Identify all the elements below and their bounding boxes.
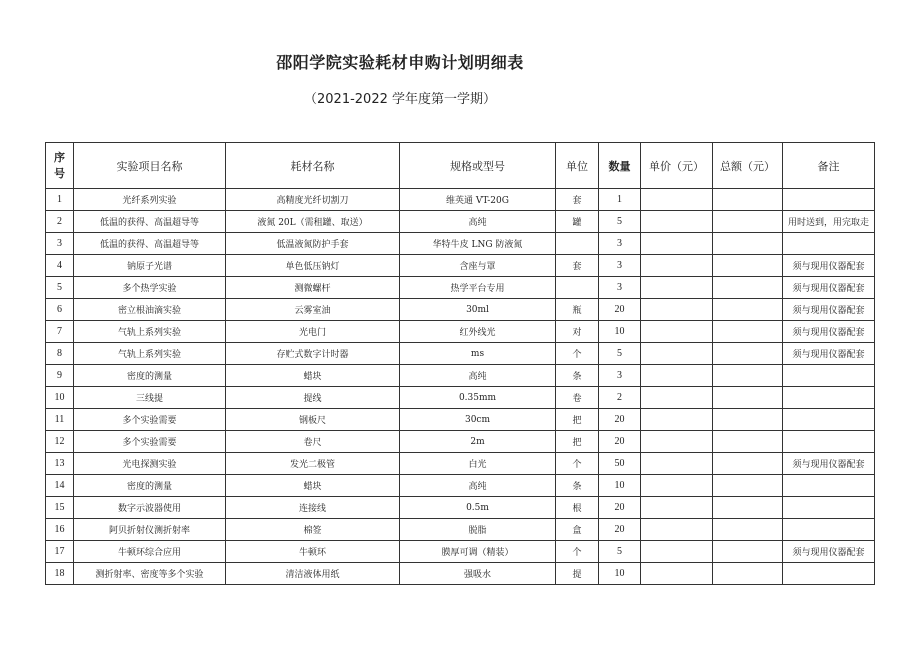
table-body (46, 189, 875, 585)
cell-unit: 个 (556, 453, 599, 475)
header-seq-line2: 号 (54, 166, 65, 180)
cell-material: 低温液氮防护手套 (226, 233, 400, 255)
header-material: 耗材名称 (226, 143, 400, 189)
cell-price (641, 233, 713, 255)
cell-remark: 用时送到，用完取走 (783, 211, 875, 233)
cell-material: 液氮 20L（需租罐、取送） (226, 211, 400, 233)
cell-unit: 提 (556, 563, 599, 585)
cell-seq: 18 (46, 563, 74, 585)
cell-total (713, 519, 783, 541)
cell-seq: 12 (46, 431, 74, 453)
cell-project: 密度的测量 (74, 475, 226, 497)
cell-qty: 20 (599, 299, 641, 321)
cell-total (713, 453, 783, 475)
cell-seq: 10 (46, 387, 74, 409)
cell-spec: 红外线光 (400, 321, 556, 343)
cell-material: 棉签 (226, 519, 400, 541)
cell-qty: 3 (599, 277, 641, 299)
cell-spec: 高纯 (400, 211, 556, 233)
table-row (46, 211, 875, 233)
cell-seq: 9 (46, 365, 74, 387)
cell-material: 单色低压钠灯 (226, 255, 400, 277)
cell-seq: 4 (46, 255, 74, 277)
cell-remark (783, 431, 875, 453)
cell-price (641, 299, 713, 321)
table-row (46, 541, 875, 563)
header-seq-line1: 序 (54, 150, 65, 164)
cell-unit: 把 (556, 409, 599, 431)
cell-remark (783, 519, 875, 541)
cell-total (713, 475, 783, 497)
cell-remark (783, 233, 875, 255)
cell-unit: 套 (556, 189, 599, 211)
cell-seq: 1 (46, 189, 74, 211)
cell-project: 密度的测量 (74, 365, 226, 387)
cell-price (641, 409, 713, 431)
table-row (46, 299, 875, 321)
cell-remark: 须与现用仪器配套 (783, 255, 875, 277)
cell-spec: 高纯 (400, 475, 556, 497)
cell-unit: 瓶 (556, 299, 599, 321)
cell-project: 三线提 (74, 387, 226, 409)
page-title: 邵阳学院实验耗材申购计划明细表 (276, 53, 524, 72)
materials-table (45, 142, 875, 585)
cell-price (641, 475, 713, 497)
cell-remark: 须与现用仪器配套 (783, 343, 875, 365)
header-qty: 数量 (599, 143, 641, 189)
cell-remark (783, 409, 875, 431)
cell-spec: 30ml (400, 299, 556, 321)
table-row (46, 343, 875, 365)
cell-spec: 膜厚可调（精装） (400, 541, 556, 563)
cell-unit: 罐 (556, 211, 599, 233)
cell-price (641, 365, 713, 387)
cell-total (713, 233, 783, 255)
cell-price (641, 563, 713, 585)
cell-project: 阿贝折射仪测折射率 (74, 519, 226, 541)
cell-total (713, 189, 783, 211)
cell-price (641, 387, 713, 409)
cell-total (713, 211, 783, 233)
cell-qty: 5 (599, 541, 641, 563)
cell-qty: 10 (599, 563, 641, 585)
cell-spec: 0.35mm (400, 387, 556, 409)
table-row (46, 321, 875, 343)
cell-price (641, 189, 713, 211)
cell-qty: 3 (599, 233, 641, 255)
cell-remark (783, 189, 875, 211)
cell-seq: 7 (46, 321, 74, 343)
cell-total (713, 431, 783, 453)
cell-unit: 把 (556, 431, 599, 453)
cell-qty: 3 (599, 365, 641, 387)
cell-total (713, 541, 783, 563)
cell-unit: 根 (556, 497, 599, 519)
cell-total (713, 343, 783, 365)
cell-material: 牛顿环 (226, 541, 400, 563)
cell-spec: 高纯 (400, 365, 556, 387)
cell-qty: 20 (599, 431, 641, 453)
cell-seq: 15 (46, 497, 74, 519)
cell-price (641, 541, 713, 563)
cell-unit: 卷 (556, 387, 599, 409)
table-row (46, 387, 875, 409)
table-row (46, 431, 875, 453)
cell-project: 数字示波器使用 (74, 497, 226, 519)
cell-spec: 脱脂 (400, 519, 556, 541)
cell-total (713, 321, 783, 343)
cell-spec: 2m (400, 431, 556, 453)
cell-price (641, 431, 713, 453)
header-spec: 规格或型号 (400, 143, 556, 189)
table-row (46, 563, 875, 585)
table-row (46, 365, 875, 387)
cell-remark: 须与现用仪器配套 (783, 453, 875, 475)
cell-spec: ms (400, 343, 556, 365)
cell-unit: 盒 (556, 519, 599, 541)
table-row (46, 409, 875, 431)
table-row (46, 453, 875, 475)
cell-unit (556, 277, 599, 299)
header-remark: 备注 (783, 143, 875, 189)
cell-remark (783, 497, 875, 519)
cell-qty: 3 (599, 255, 641, 277)
table-header-row (46, 143, 875, 189)
cell-seq: 8 (46, 343, 74, 365)
cell-price (641, 321, 713, 343)
cell-project: 密立根油滴实验 (74, 299, 226, 321)
cell-material: 存贮式数字计时器 (226, 343, 400, 365)
cell-qty: 20 (599, 497, 641, 519)
cell-unit: 个 (556, 541, 599, 563)
cell-total (713, 277, 783, 299)
cell-spec: 热学平台专用 (400, 277, 556, 299)
table-row (46, 277, 875, 299)
cell-seq: 5 (46, 277, 74, 299)
cell-unit: 对 (556, 321, 599, 343)
cell-qty: 10 (599, 475, 641, 497)
page-subtitle: （2021-2022 学年度第一学期） (304, 92, 496, 107)
cell-material: 钢板尺 (226, 409, 400, 431)
cell-total (713, 255, 783, 277)
cell-material: 测微螺杆 (226, 277, 400, 299)
cell-material: 蜡块 (226, 475, 400, 497)
cell-qty: 20 (599, 519, 641, 541)
cell-seq: 13 (46, 453, 74, 475)
cell-qty: 10 (599, 321, 641, 343)
cell-total (713, 299, 783, 321)
cell-material: 云雾室油 (226, 299, 400, 321)
cell-unit: 个 (556, 343, 599, 365)
header-total: 总额（元） (713, 143, 783, 189)
cell-unit (556, 233, 599, 255)
cell-total (713, 563, 783, 585)
cell-project: 多个实验需要 (74, 409, 226, 431)
cell-material: 蜡块 (226, 365, 400, 387)
cell-project: 钠原子光谱 (74, 255, 226, 277)
cell-project: 低温的获得、高温超导等 (74, 211, 226, 233)
cell-remark: 须与现用仪器配套 (783, 541, 875, 563)
cell-seq: 11 (46, 409, 74, 431)
cell-seq: 3 (46, 233, 74, 255)
cell-remark (783, 563, 875, 585)
header-project: 实验项目名称 (74, 143, 226, 189)
cell-project: 光电探测实验 (74, 453, 226, 475)
cell-project: 多个实验需要 (74, 431, 226, 453)
header-seq (46, 143, 74, 189)
cell-qty: 5 (599, 211, 641, 233)
cell-spec: 含座与罩 (400, 255, 556, 277)
cell-price (641, 211, 713, 233)
cell-price (641, 519, 713, 541)
cell-spec: 维英通 VT-20G (400, 189, 556, 211)
table-row (46, 189, 875, 211)
cell-project: 多个热学实验 (74, 277, 226, 299)
cell-price (641, 343, 713, 365)
cell-remark (783, 475, 875, 497)
cell-material: 清洁液体用纸 (226, 563, 400, 585)
cell-project: 气轨上系列实验 (74, 343, 226, 365)
table-row (46, 519, 875, 541)
table-row (46, 475, 875, 497)
cell-project: 气轨上系列实验 (74, 321, 226, 343)
cell-total (713, 497, 783, 519)
cell-total (713, 387, 783, 409)
cell-project: 牛顿环综合应用 (74, 541, 226, 563)
cell-material: 卷尺 (226, 431, 400, 453)
cell-total (713, 409, 783, 431)
cell-material: 高精度光纤切割刀 (226, 189, 400, 211)
cell-seq: 17 (46, 541, 74, 563)
cell-price (641, 453, 713, 475)
cell-price (641, 255, 713, 277)
cell-remark: 须与现用仪器配套 (783, 299, 875, 321)
cell-remark: 须与现用仪器配套 (783, 277, 875, 299)
cell-unit: 条 (556, 365, 599, 387)
cell-total (713, 365, 783, 387)
cell-project: 光纤系列实验 (74, 189, 226, 211)
cell-qty: 1 (599, 189, 641, 211)
cell-spec: 强吸水 (400, 563, 556, 585)
cell-seq: 2 (46, 211, 74, 233)
cell-project: 测折射率、密度等多个实验 (74, 563, 226, 585)
cell-qty: 5 (599, 343, 641, 365)
cell-remark (783, 365, 875, 387)
cell-material: 发光二极管 (226, 453, 400, 475)
cell-remark (783, 387, 875, 409)
cell-material: 提线 (226, 387, 400, 409)
cell-price (641, 277, 713, 299)
cell-qty: 50 (599, 453, 641, 475)
cell-seq: 14 (46, 475, 74, 497)
cell-project: 低温的获得、高温超导等 (74, 233, 226, 255)
table-row (46, 497, 875, 519)
header-unit: 单位 (556, 143, 599, 189)
cell-unit: 条 (556, 475, 599, 497)
cell-spec: 华特牛皮 LNG 防液氮 (400, 233, 556, 255)
cell-spec: 0.5m (400, 497, 556, 519)
cell-remark: 须与现用仪器配套 (783, 321, 875, 343)
cell-seq: 6 (46, 299, 74, 321)
cell-material: 光电门 (226, 321, 400, 343)
cell-material: 连接线 (226, 497, 400, 519)
table-row (46, 233, 875, 255)
table-row (46, 255, 875, 277)
cell-unit: 套 (556, 255, 599, 277)
cell-seq: 16 (46, 519, 74, 541)
cell-price (641, 497, 713, 519)
cell-spec: 30cm (400, 409, 556, 431)
cell-qty: 2 (599, 387, 641, 409)
header-price: 单价（元） (641, 143, 713, 189)
cell-qty: 20 (599, 409, 641, 431)
cell-spec: 白光 (400, 453, 556, 475)
